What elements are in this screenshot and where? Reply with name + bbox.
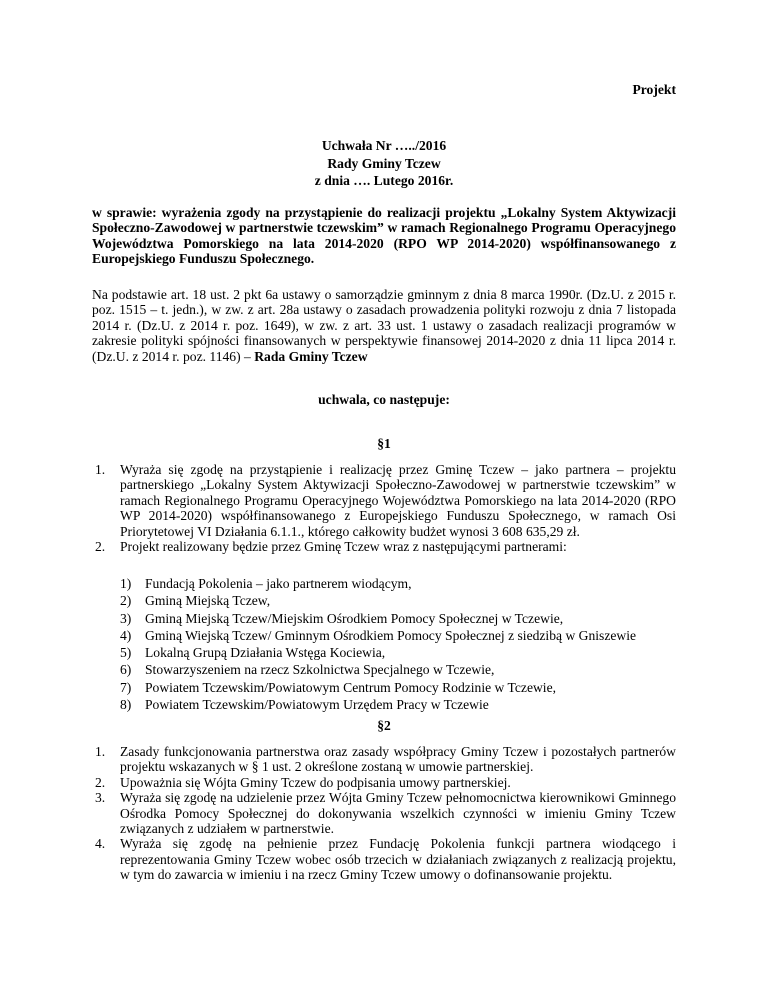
partner-text: Gminą Miejską Tczew, <box>145 593 271 609</box>
section-2-item <box>95 775 676 790</box>
section-2-heading: §2 <box>377 718 391 733</box>
resolution-number: Uchwała Nr …../2016 <box>321 138 447 153</box>
section-2-item <box>95 836 676 882</box>
item-number: 1. <box>95 462 106 477</box>
partner-number: 4) <box>120 627 132 643</box>
partner-item <box>120 576 676 593</box>
partner-number: 8) <box>120 697 132 713</box>
partner-item <box>120 611 676 628</box>
partner-text: Gminą Miejską Tczew/Miejskim Ośrodkiem Pomocy Społecznej w Tczewie, <box>145 610 564 626</box>
partner-item <box>120 662 676 679</box>
partner-text: Powiatem Tczewskim/Powiatowym Urzędem Pracy w Tczewie <box>145 697 489 713</box>
item-number: 1. <box>95 744 106 759</box>
resolution-subject: w sprawie: wyrażenia zgody na przystąpienie do realizacji projektu „Lokalny System Aktywizacji Społeczno-Zawodowej w partnerstwie tczewskim” w ramach Regionalnego Programu Operacyjnego Województwa Pomorskiego na lata 2014-2020 (RPO WP 2014-2020) współfinansowanego z Europejskiego Funduszu Społecznego. <box>92 205 676 267</box>
section-1-item <box>95 462 676 539</box>
partner-text: Lokalną Grupą Działania Wstęga Kociewia, <box>145 645 386 661</box>
partner-item <box>120 645 676 662</box>
item-number: 2. <box>95 774 106 790</box>
section-2-item <box>95 790 676 836</box>
section-1-list <box>95 462 676 554</box>
partner-text: Fundacją Pokolenia – jako partnerem wiodącym, <box>145 576 412 591</box>
partner-text: Powiatem Tczewskim/Powiatowym Centrum Pomocy Rodzinie w Tczewie, <box>145 679 557 695</box>
partner-number: 5) <box>120 645 132 661</box>
item-number: 3. <box>95 790 106 806</box>
partner-item <box>120 697 676 714</box>
resolution-date: z dnia …. Lutego 2016r. <box>314 173 454 188</box>
item-text: Wyraża się zgodę na przystąpienie i realizację przez Gminę Tczew – jako partnera – projektu partnerskiego „Lokalny System Aktywizacji Społeczno-Zawodowej w partnerstwie tczewskim” w ramach Regionalnego Programu Operacyjnego Województwa Pomorskiego na lata 2014-2020 (RPO WP 2014-2020) współfinansowanego z Europejskiego Funduszu Społecznego, w ramach Osi Priorytetowej VI Działania 6.1.1., którego całkowity budżet wynosi 3 608 635,29 zł. <box>120 462 676 539</box>
item-text: Projekt realizowany będzie przez Gminę Tczew wraz z następującymi partnerami: <box>120 539 567 555</box>
section-1-item <box>95 539 676 554</box>
partner-text: Stowarzyszeniem na rzecz Szkolnictwa Specjalnego w Tczewie, <box>145 662 495 678</box>
legal-basis <box>92 287 676 364</box>
section-2-list <box>95 744 676 883</box>
section-2-item <box>95 744 676 775</box>
resolves-heading: uchwala, co następuje: <box>318 392 450 407</box>
partner-item <box>120 628 676 645</box>
legal-basis-text: Na podstawie art. 18 ust. 2 pkt 6a ustawy o samorządzie gminnym z dnia 8 marca 1990r. (Dz.U. z 2015 r. poz. 1515 – t. jedn.), w zw. z art. 28a ustawy o zasadach prowadzenia polityki rozwoju z dnia 7 listopada 2014 r. (Dz.U. z 2014 r. poz. 1649), w zw. z art. 33 ust. 1 ustawy o zasadach realizacji programów w zakresie polityki spójności finansowanych w perspektywie finansowej 2014-2020 z dnia 11 lipca 2014 r. (Dz.U. z 2014 r. poz. 1146) – <box>92 287 676 364</box>
item-text: Zasady funkcjonowania partnerstwa oraz zasady współpracy Gminy Tczew i pozostałych partnerów projektu wskazanych w § 1 ust. 2 określone zostaną w umowie partnerskiej. <box>120 744 676 775</box>
partner-item <box>120 680 676 697</box>
partner-text: Gminą Wiejską Tczew/ Gminnym Ośrodkiem Pomocy Społecznej z siedzibą w Gniszewie <box>145 627 637 643</box>
item-text: Upoważnia się Wójta Gminy Tczew do podpisania umowy partnerskiej. <box>120 774 511 790</box>
partner-number: 1) <box>120 576 132 591</box>
item-text: Wyraża się zgodę na pełnienie przez Fundację Pokolenia funkcji partnera wiodącego i reprezentowania Gminy Tczew wobec osób trzecich w działaniach związanych z realizacją projektu, w tym do zawarcia w imieniu i na rzecz Gminy Tczew umowy o dofinansowanie projektu. <box>120 836 676 883</box>
section-1-heading: §1 <box>377 436 391 451</box>
item-number: 4. <box>95 836 106 852</box>
partner-number: 6) <box>120 662 132 678</box>
item-number: 2. <box>95 539 106 555</box>
partner-number: 3) <box>120 610 132 626</box>
partner-number: 2) <box>120 593 132 609</box>
partner-number: 7) <box>120 679 132 695</box>
item-text: Wyraża się zgodę na udzielenie przez Wójta Gminy Tczew pełnomocnictwa kierownikowi Gminnego Ośrodka Pomocy Społecznej do dokonywania wszelkich czynności w imieniu Gminy Tczew związanych z udziałem w partnerstwie. <box>120 790 676 837</box>
council-name: Rady Gminy Tczew <box>327 156 441 171</box>
partners-list <box>120 576 676 714</box>
project-label: Projekt <box>632 82 676 97</box>
legal-basis-council: Rada Gminy Tczew <box>254 348 368 364</box>
partner-item <box>120 593 676 610</box>
